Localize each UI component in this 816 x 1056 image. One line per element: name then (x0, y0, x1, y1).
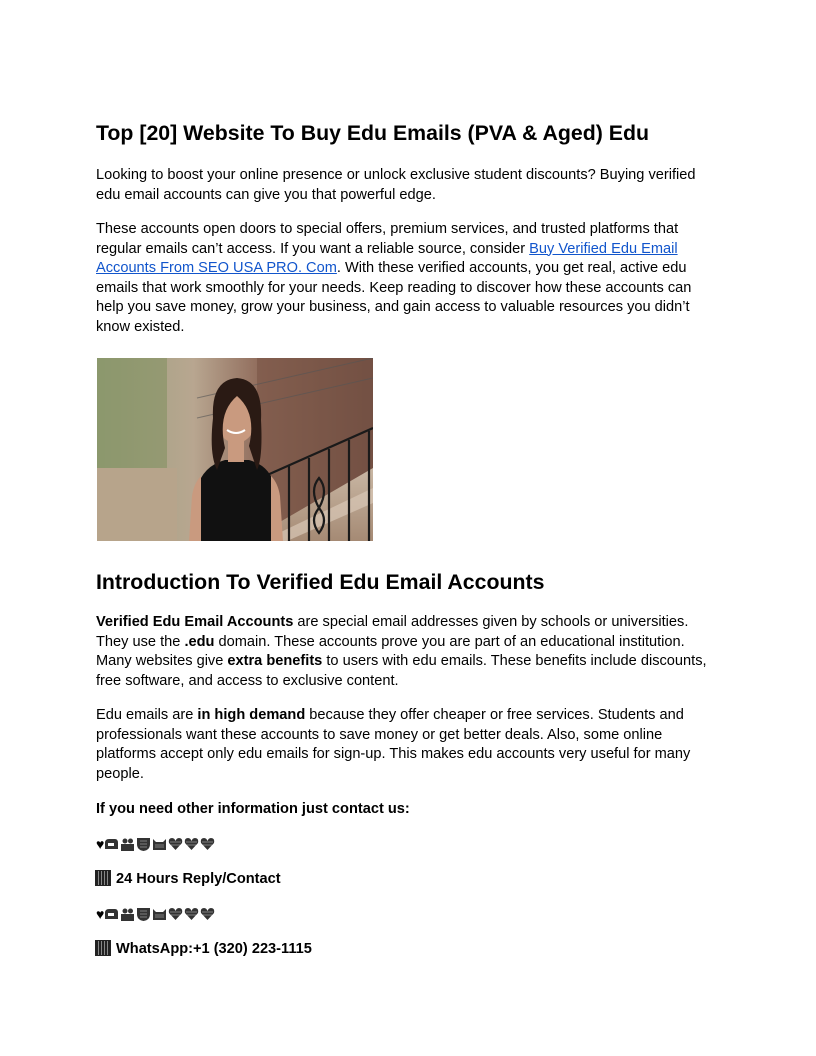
section-heading: Introduction To Verified Edu Email Accounts (96, 570, 545, 594)
intro-paragraph: Looking to boost your online presence or unlock exclusive student discounts? Buying verified edu email accounts can give you that powerful edge. (96, 167, 696, 203)
shield-icon (136, 907, 151, 921)
heart-icon (184, 907, 199, 921)
heart-icon (168, 907, 183, 921)
reply-line (96, 869, 720, 889)
page-title: Top [20] Website To Buy Edu Emails (PVA & Aged) Edu (96, 121, 649, 145)
whatsapp-text[interactable]: WhatsApp:+1 (320) 223-1115 (116, 941, 312, 957)
heart-icon (200, 907, 215, 921)
section-paragraph (96, 706, 720, 784)
heart-icon: ♥ (96, 836, 105, 852)
heart-icon (184, 837, 199, 851)
mailbox-icon (104, 837, 119, 851)
paragraph-text: because they offer cheaper or free services. Students and professionals want these accounts to save money or get better deals. Also, some online platforms accept only edu emails for sign-up. This makes edu accounts very useful for many people. (96, 707, 691, 782)
bold-text: in high demand (197, 707, 306, 723)
shield-icon (136, 837, 151, 851)
section-paragraph (96, 613, 720, 691)
square-icon (96, 871, 110, 885)
woman-portrait-photo (97, 358, 373, 541)
square-icon (96, 941, 110, 955)
paragraph-text: These accounts open doors to special offers, premium services, and trusted platforms that regular emails can’t access. If you want a reliable source, consider (96, 221, 679, 257)
whatsapp-line (96, 939, 720, 959)
heart-icon (200, 837, 215, 851)
reply-text: 24 Hours Reply/Contact (116, 871, 281, 887)
emoji-row (96, 904, 720, 924)
people-icon (120, 837, 135, 851)
mailbox-icon (104, 907, 119, 921)
heart-icon (168, 837, 183, 851)
paragraph-text: are special email addresses given by schools or universities. They use the (96, 614, 689, 650)
bold-text: Verified Edu Email Accounts (96, 614, 294, 630)
document-body (96, 118, 720, 974)
paragraph-text: . With these verified accounts, you get real, active edu emails that work smoothly for your needs. Keep reading to discover how these accounts can help you save money, grow your business, and gain access to valuable resources you didn’t know existed. (96, 260, 692, 335)
heart-icon: ♥ (96, 906, 105, 922)
people-icon (120, 907, 135, 921)
cat-icon (152, 837, 167, 851)
buy-verified-edu-link[interactable]: Buy Verified Edu Email Accounts From SEO USA PRO. Com (96, 240, 678, 276)
paragraph-text: to users with edu emails. These benefits include discounts, free software, and access to exclusive content. (96, 653, 707, 689)
bold-text: extra benefits (227, 653, 323, 669)
bold-text: .edu (184, 633, 215, 650)
intro-paragraph-with-link (96, 220, 720, 337)
cat-icon (152, 907, 167, 921)
paragraph-text: Edu emails are (96, 707, 198, 723)
emoji-row (96, 834, 720, 854)
contact-heading: If you need other information just contact us: (96, 801, 410, 817)
paragraph-text: domain. These accounts prove you are part of an educational institution. Many websites give (96, 633, 685, 669)
